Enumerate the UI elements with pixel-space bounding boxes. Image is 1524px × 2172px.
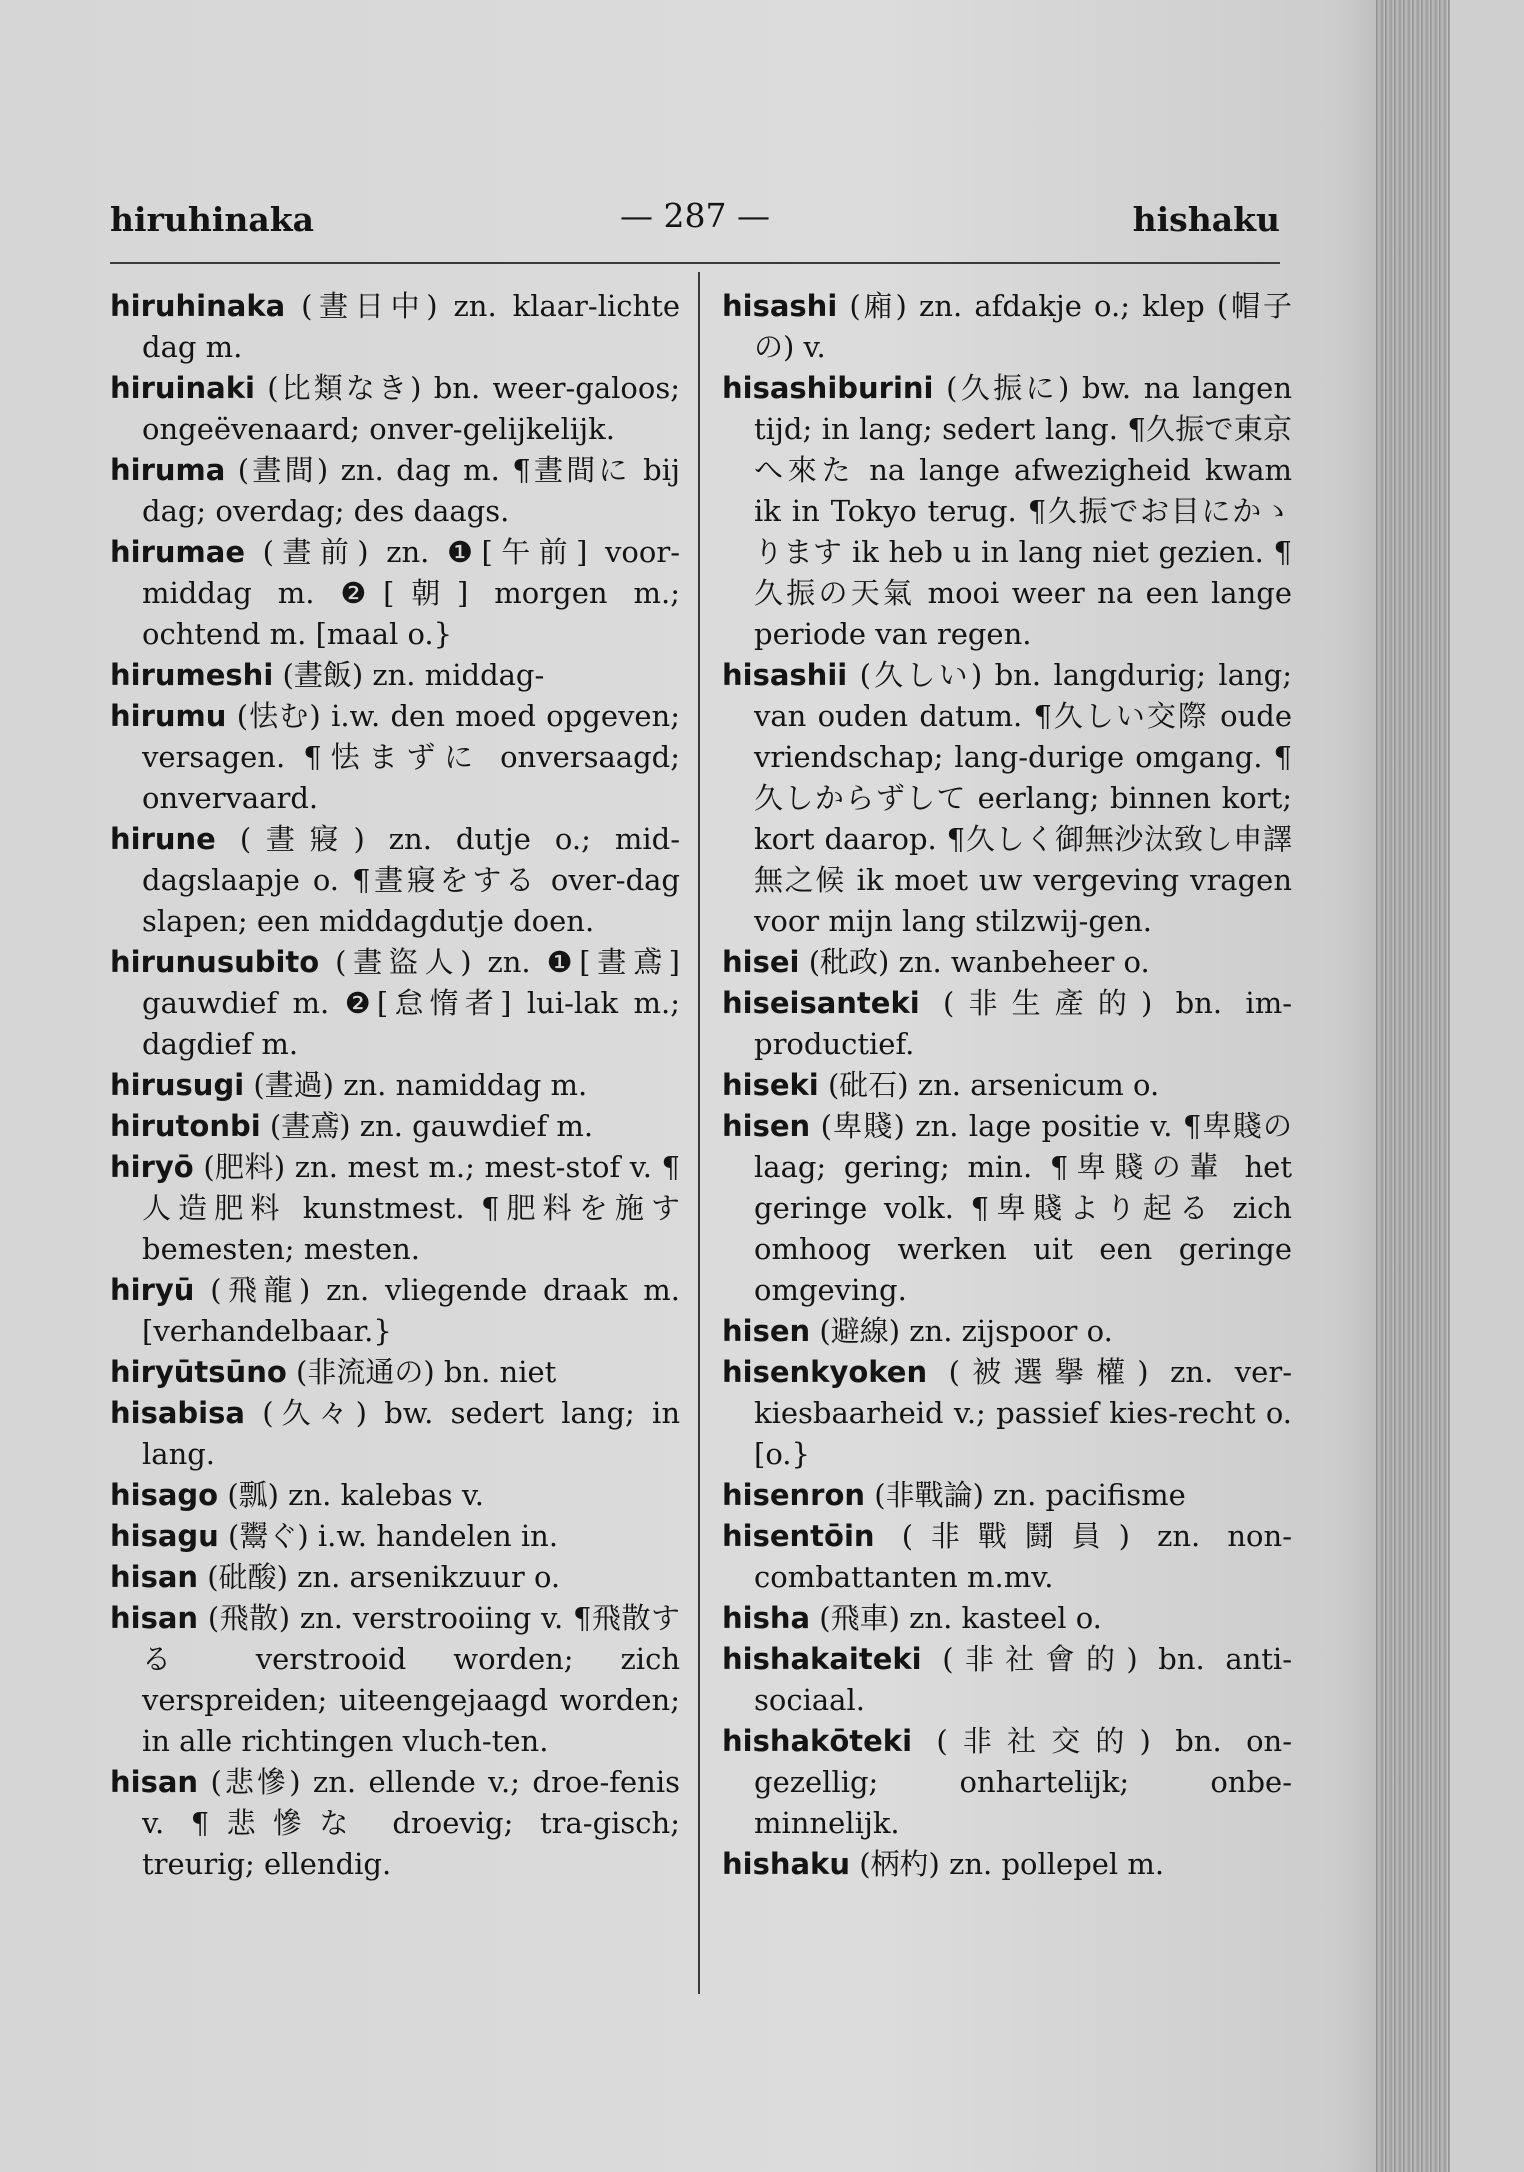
running-head [110, 196, 1280, 260]
entry-definition: (柄杓) zn. pollepel m. [859, 1847, 1165, 1881]
entry-headword: hishakōteki [722, 1724, 913, 1758]
entry-headword: hiseisanteki [722, 986, 920, 1020]
entry-headword: hisagu [110, 1519, 219, 1553]
entry-definition: (晝寢) zn. dutje o.; mid-dagslaapje o. ¶晝寢をする over-dag slapen; een middagdutje doen. [142, 822, 680, 938]
dictionary-entry [722, 1475, 1292, 1516]
dictionary-entry [110, 1352, 680, 1393]
header-last-word: hishaku [1132, 200, 1280, 239]
entry-headword: hiryūtsūno [110, 1355, 287, 1389]
entry-headword: hirune [110, 822, 216, 856]
entry-headword: hirusugi [110, 1068, 245, 1102]
entry-headword: hisen [722, 1314, 811, 1348]
entry-definition: (晝盜人) zn. ❶[晝鳶] gauwdief m. ❷[怠惰者] lui-lak m.; dagdief m. [142, 945, 680, 1061]
entry-definition: (悲慘) zn. ellende v.; droe-fenis v. ¶悲慘な droevig; tra-gisch; treurig; ellendig. [142, 1765, 680, 1881]
entry-headword: hiseki [722, 1068, 819, 1102]
entry-headword: hiruma [110, 453, 226, 487]
entry-definition: (久しい) bn. langdurig; lang; van ouden datum. ¶久しい交際 oude vriendschap; lang-durige omgang. ¶久しからずして eerlang; binnen kort; kort daarop. ¶久しく御無沙汰致し申譯無之候 ik moet uw vergeving vragen voor mijn lang stilzwij-gen. [754, 658, 1292, 938]
dictionary-entry [110, 286, 680, 368]
entry-definition: (晝鳶) zn. gauwdief m. [269, 1109, 594, 1143]
entry-definition: (晝飯) zn. middag- [282, 658, 545, 692]
entry-definition: (非戰鬪員) zn. non-combattanten m.mv. [754, 1519, 1292, 1594]
dictionary-entry [722, 368, 1292, 655]
column-divider [698, 272, 700, 1994]
entry-headword: hisha [722, 1601, 811, 1635]
entry-definition: (飛散) zn. verstrooiing v. ¶飛散する verstrooid worden; zich verspreiden; uiteengejaagd worden; in alle richtingen vluch-ten. [142, 1601, 681, 1758]
entry-headword: hiruinaki [110, 371, 255, 405]
entry-headword: hiruhinaka [110, 289, 286, 323]
dictionary-entry [110, 1475, 680, 1516]
header-rule [110, 262, 1280, 264]
entry-definition: (非戰論) zn. pacifisme [874, 1478, 1186, 1512]
dictionary-entry [722, 1311, 1292, 1352]
entry-definition: (砒石) zn. arsenicum o. [827, 1068, 1160, 1102]
entry-headword: hisenron [722, 1478, 866, 1512]
entry-definition: (廂) zn. afdakje o.; klep (帽子の) v. [754, 289, 1292, 364]
entry-headword: hiryū [110, 1273, 195, 1307]
dictionary-entry [722, 983, 1292, 1065]
dictionary-entry [110, 532, 680, 655]
entry-headword: hishakaiteki [722, 1642, 922, 1676]
entry-headword: hisabisa [110, 1396, 245, 1430]
dictionary-entry [722, 1844, 1292, 1885]
entry-headword: hirutonbi [110, 1109, 261, 1143]
entry-definition: (非社會的) bn. anti-sociaal. [754, 1642, 1293, 1717]
dictionary-entry [722, 1065, 1292, 1106]
entry-definition: (鬻ぐ) i.w. handelen in. [228, 1519, 559, 1553]
book-page-edges [1376, 0, 1450, 2172]
dictionary-entry [110, 450, 680, 532]
dictionary-entry [110, 696, 680, 819]
entry-definition: (久振に) bw. na langen tijd; in lang; sedert lang. ¶久振で東京へ來た na lange afwezigheid kwam ik in Tokyo terug. ¶久振でお目にかゝります ik heb u in lang niet gezien. ¶久振の天氣 mooi weer na een lange periode van regen. [754, 371, 1293, 651]
header-first-word: hiruhinaka [110, 200, 315, 239]
dictionary-entry [110, 1065, 680, 1106]
page-number: — 287 — [620, 196, 770, 235]
dictionary-entry [110, 1393, 680, 1475]
entry-headword: hisashiburini [722, 371, 934, 405]
dictionary-entry [722, 1639, 1292, 1721]
right-column [722, 286, 1292, 1885]
entry-headword: hisei [722, 945, 800, 979]
dictionary-entry [722, 1106, 1292, 1311]
dictionary-entry [110, 1106, 680, 1147]
entry-headword: hisashi [722, 289, 838, 323]
dictionary-entry [110, 1598, 680, 1762]
entry-definition: (卑賤) zn. lage positie v. ¶卑賤の laag; gering; min. ¶卑賤の輩 het geringe volk. ¶卑賤より起る zich omhoog werken uit een geringe omgeving. [754, 1109, 1292, 1307]
entry-definition: (比類なき) bn. weer-galoos; ongeëvenaard; onver-gelijkelijk. [142, 371, 680, 446]
entry-definition: (避線) zn. zijspoor o. [819, 1314, 1113, 1348]
entry-definition: (飛龍) zn. vliegende draak m. [verhandelbaar.} [142, 1273, 681, 1348]
entry-definition: (非生產的) bn. im-productief. [754, 986, 1292, 1061]
entry-headword: hishaku [722, 1847, 850, 1881]
entry-headword: hisan [110, 1601, 199, 1635]
dictionary-entry [110, 1762, 680, 1885]
entry-definition: (久々) bw. sedert lang; in lang. [142, 1396, 681, 1471]
entry-definition: (晝前) zn. ❶[午前] voor-middag m. ❷[朝] morgen m.; ochtend m. [maal o.} [142, 535, 680, 651]
entry-definition: (怯む) i.w. den moed opgeven; versagen. ¶怯まずに onversaagd; onvervaard. [142, 699, 680, 815]
dictionary-entry [722, 1721, 1292, 1844]
dictionary-entry [110, 942, 680, 1065]
left-column [110, 286, 680, 1885]
entry-headword: hisen [722, 1109, 811, 1143]
entry-definition: (非流通の) bn. niet [296, 1355, 557, 1389]
entry-headword: hisan [110, 1560, 199, 1594]
dictionary-entry [110, 655, 680, 696]
entry-headword: hisan [110, 1765, 199, 1799]
dictionary-entry [110, 1147, 680, 1270]
entry-headword: hisenkyoken [722, 1355, 928, 1389]
entry-definition: (肥料) zn. mest m.; mest-stof v. ¶人造肥料 kunstmest. ¶肥料を施す bemesten; mesten. [142, 1150, 681, 1266]
dictionary-entry [110, 819, 680, 942]
entry-headword: hirumae [110, 535, 245, 569]
entry-definition: (秕政) zn. wanbeheer o. [808, 945, 1150, 979]
entry-headword: hirunusubito [110, 945, 320, 979]
dictionary-entry [722, 1598, 1292, 1639]
entry-headword: hisashii [722, 658, 848, 692]
entry-definition: (被選擧權) zn. ver-kiesbaarheid v.; passief kies-recht o. [o.} [754, 1355, 1292, 1471]
dictionary-entry [722, 1516, 1292, 1598]
entry-definition: (晝過) zn. namiddag m. [253, 1068, 588, 1102]
dictionary-entry [110, 1270, 680, 1352]
entry-definition: (非社交的) bn. on-gezellig; onhartelijk; onbe-minnelijk. [754, 1724, 1293, 1840]
entry-headword: hisentōin [722, 1519, 875, 1553]
entry-headword: hisago [110, 1478, 219, 1512]
entry-definition: (瓢) zn. kalebas v. [227, 1478, 484, 1512]
entry-definition: (晝日中) zn. klaar-lichte dag m. [142, 289, 680, 364]
dictionary-entry [110, 1557, 680, 1598]
dictionary-entry [722, 655, 1292, 942]
dictionary-entry [722, 286, 1292, 368]
entry-definition: (砒酸) zn. arsenikzuur o. [207, 1560, 561, 1594]
entry-headword: hirumeshi [110, 658, 274, 692]
entry-headword: hiryō [110, 1150, 194, 1184]
dictionary-entry [722, 1352, 1292, 1475]
entry-definition: (晝間) zn. dag m. ¶晝間に bij dag; overdag; des daags. [142, 453, 681, 528]
entry-definition: (飛車) zn. kasteel o. [819, 1601, 1102, 1635]
entry-headword: hirumu [110, 699, 227, 733]
dictionary-entry [722, 942, 1292, 983]
dictionary-entry [110, 368, 680, 450]
dictionary-entry [110, 1516, 680, 1557]
